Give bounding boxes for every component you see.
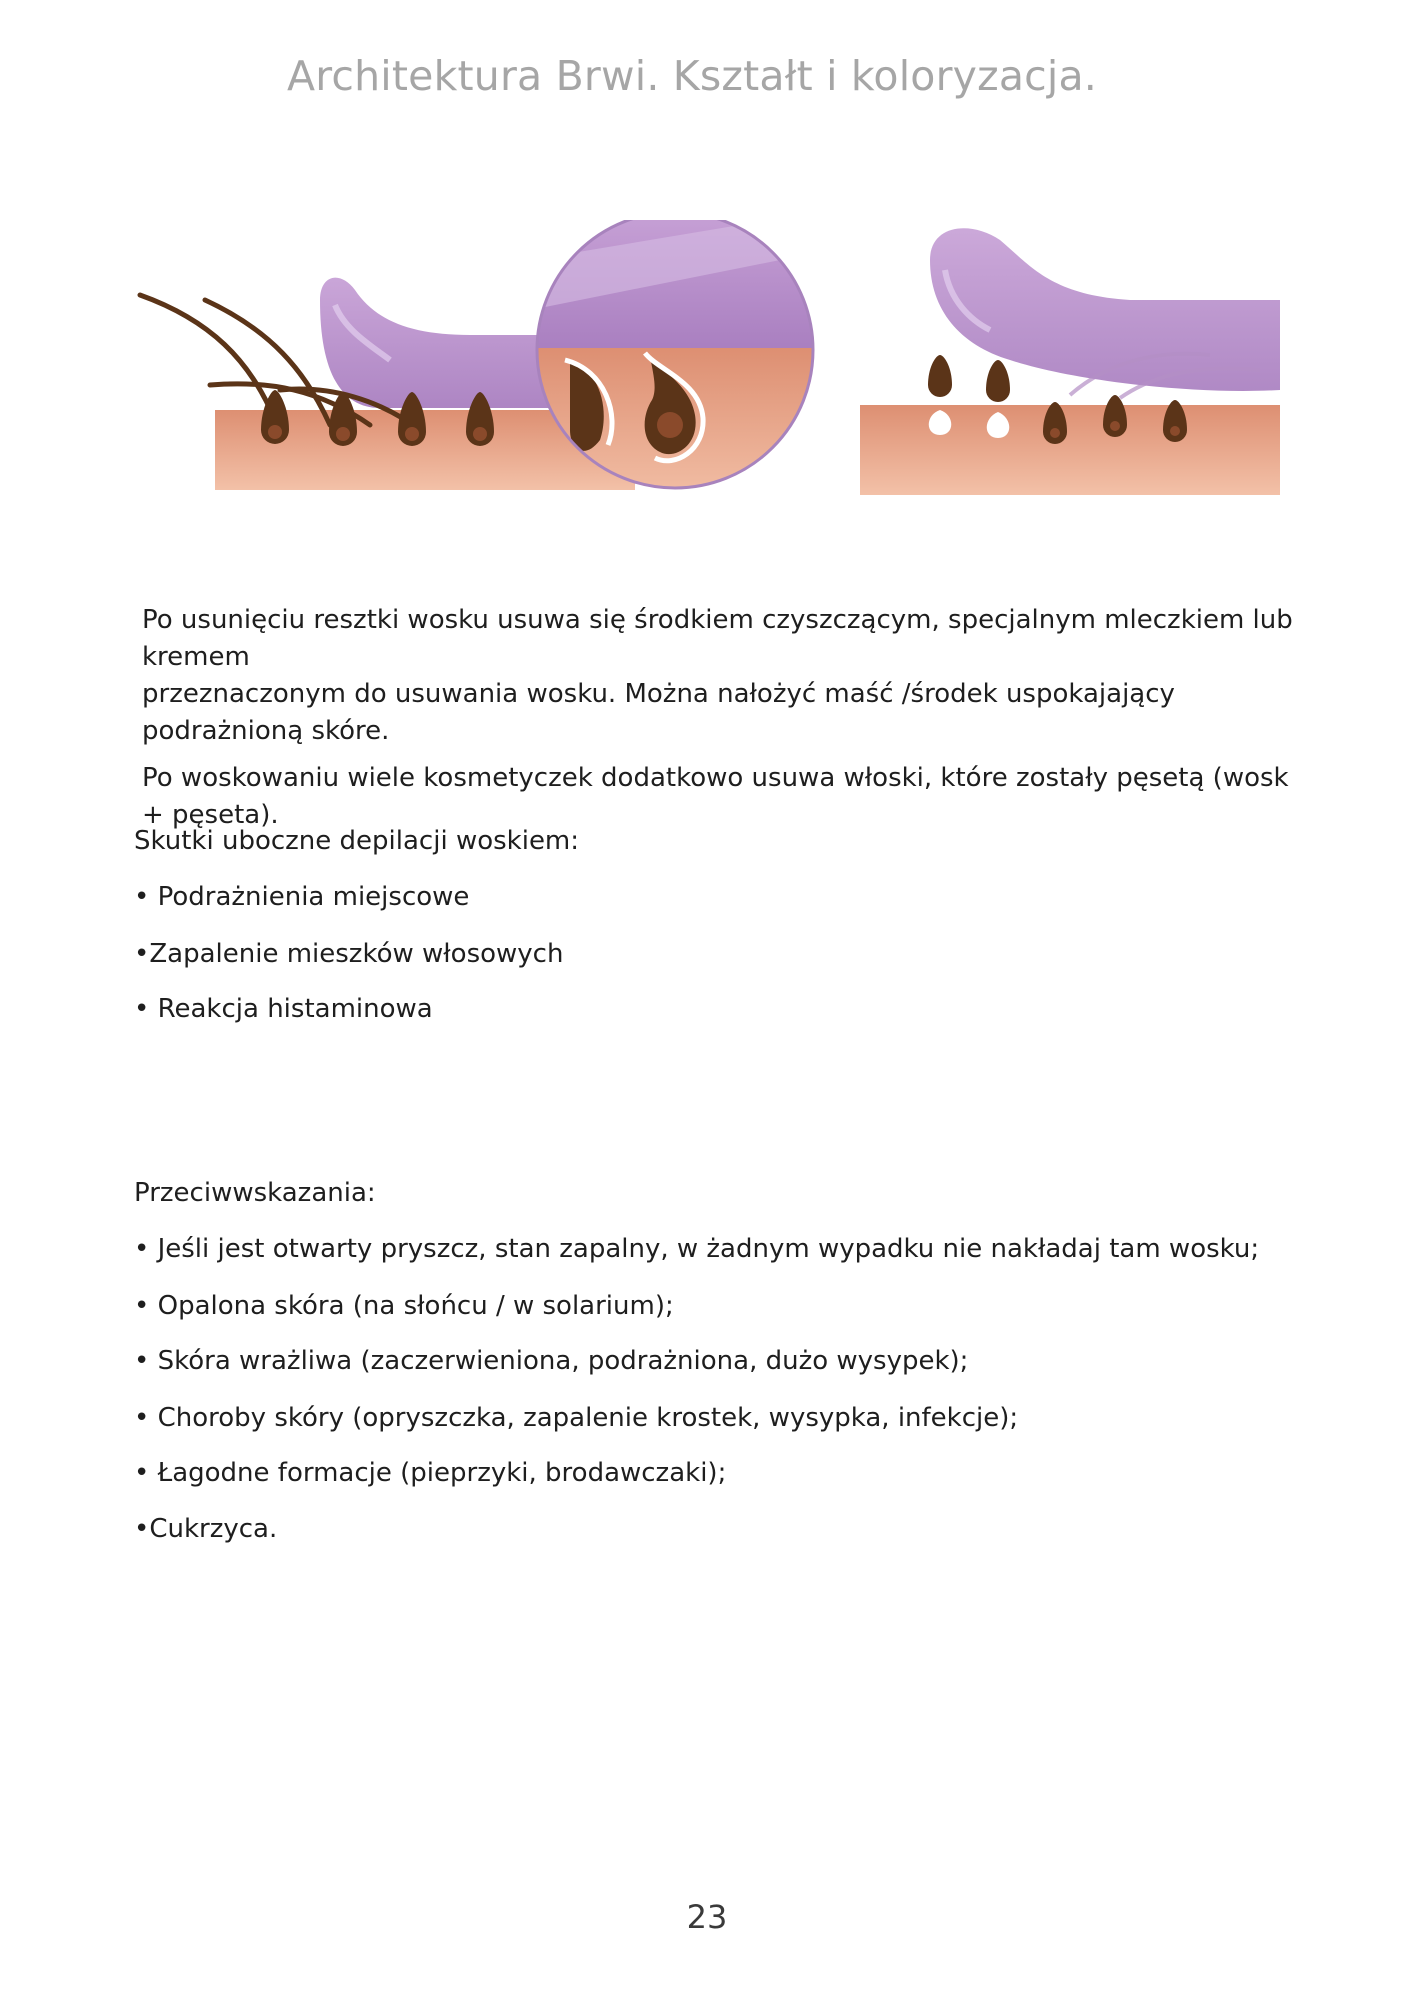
- contraindication-item: • Opalona skóra (na słońcu / w solarium);: [134, 1291, 674, 1321]
- intro-paragraph: [142, 602, 1302, 834]
- contraindication-item: • Łagodne formacje (pieprzyki, brodawczaki);: [134, 1458, 727, 1488]
- contraindication-item: •Cukrzyca.: [134, 1514, 278, 1544]
- contraindication-item: • Jeśli jest otwarty pryszcz, stan zapalny, w żadnym wypadku nie nakładaj tam wosku;: [134, 1234, 1260, 1264]
- side-effects-title: Skutki uboczne depilacji woskiem:: [134, 826, 580, 856]
- side-effect-item: • Podrażnienia miejscowe: [134, 882, 470, 912]
- waxing-illustration: [130, 220, 1300, 520]
- page-title: Architektura Brwi. Kształt i koloryzacja.: [286, 52, 1098, 100]
- intro-line-1: Po usunięciu resztki wosku usuwa się środkiem czyszczącym, specjalnym mleczkiem lub kremem: [142, 605, 1293, 672]
- side-effect-item: •Zapalenie mieszków włosowych: [134, 939, 564, 969]
- intro-line-3: Po woskowaniu wiele kosmetyczek dodatkowo usuwa włoski, które zostały pęsetą (wosk + pęseta).: [142, 763, 1289, 830]
- page-number: 23: [686, 1898, 728, 1936]
- intro-line-2: przeznaczonym do usuwania wosku. Można nałożyć maść /środek uspokajający podrażnioną skóre.: [142, 679, 1175, 746]
- contraindication-item: • Skóra wrażliwa (zaczerwieniona, podrażniona, dużo wysypek);: [134, 1346, 969, 1376]
- skin-strip-right: [860, 405, 1280, 495]
- contraindication-item: • Choroby skóry (opryszczka, zapalenie krostek, wysypka, infekcje);: [134, 1403, 1019, 1433]
- contraindications-title: Przeciwwskazania:: [134, 1178, 376, 1208]
- side-effect-item: • Reakcja histaminowa: [134, 994, 433, 1024]
